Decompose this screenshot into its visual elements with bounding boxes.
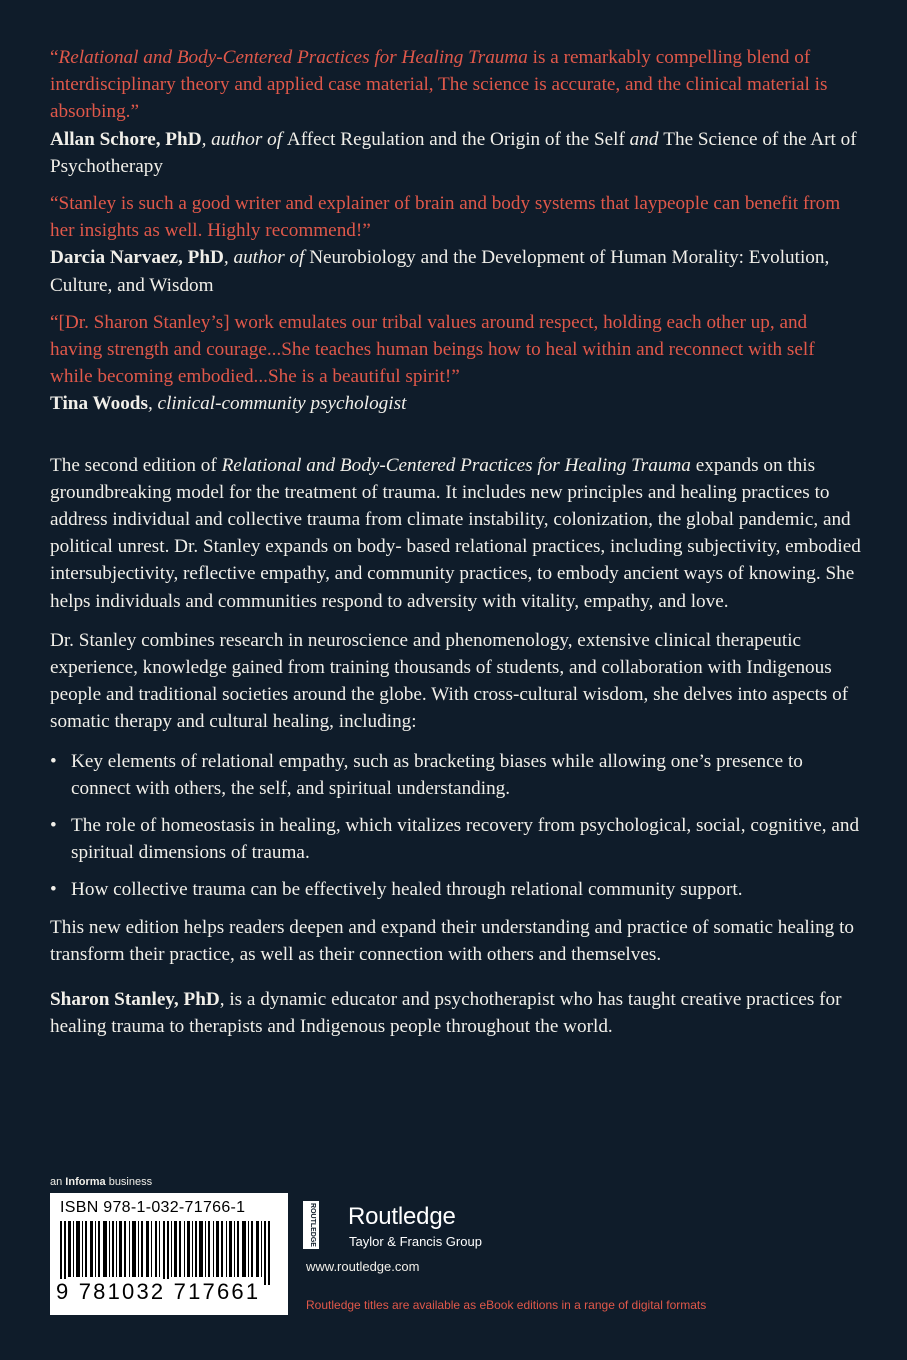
publisher-group: Taylor & Francis Group <box>349 1234 482 1249</box>
bullet-icon: • <box>50 879 57 901</box>
isbn-barcode <box>50 1193 288 1315</box>
description-paragraph-2: Dr. Stanley combines research in neuroscience and phenomenology, extensive clinical therapeutic experience, knowledge gained from training thousands of students, and collaboration with Indigenous people and traditional societies around the globe. With cross-cultural wisdom, she delves into aspects of somatic therapy and cultural healing, including: <box>50 629 849 733</box>
logo-wordmark: ROUTLEDGE <box>309 1203 316 1247</box>
book-title: Relational and Body-Centered Practices for Healing Trauma <box>221 454 691 476</box>
endorsement-1 <box>50 44 862 180</box>
endorsement-attribution: Allan Schore, PhD, author of Affect Regulation and the Origin of the Self and The Science of the Art of Psychotherapy <box>50 128 857 177</box>
endorsement-quote: “Stanley is such a good writer and explainer of brain and body systems that laypeople can benefit from her insights as well. Highly recommend!” <box>50 193 841 242</box>
description-paragraph-3: This new edition helps readers deepen and expand their understanding and practice of somatic healing to transform their practice, as well as their connection with others and themselves. <box>50 916 855 965</box>
routledge-logo-icon <box>303 1201 343 1251</box>
barcode-icon <box>60 1221 274 1285</box>
endorsement-quote: “Relational and Body-Centered Practices for Healing Trauma is a remarkably compelling blend of interdisciplinary theory and applied case material, The science is accurate, and the clinical material is absorbing.” <box>50 47 828 123</box>
endorser-name: Allan Schore, PhD <box>50 128 202 150</box>
author-bio: Sharon Stanley, PhD, is a dynamic educator and psychotherapist who has taught creative practices for healing trauma to therapists and Indigenous people throughout the world. <box>50 989 842 1038</box>
description-paragraph-1: The second edition of Relational and Body-Centered Practices for Healing Trauma expands on this groundbreaking model for the treatment of trauma. It includes new principles and healing practices to address individual and collective trauma from climate instability, colonization, the global pandemic, and political unrest. Dr. Stanley expands on body- based relational practices, including subjectivity, embodied intersubjectivity, reflective empathy, and community practices, to embody ancient ways of knowing. She helps individuals and communities respond to adversity with vitality, empathy, and love. <box>50 454 861 612</box>
publisher-url: www.routledge.com <box>306 1259 420 1274</box>
endorsement-attribution: Darcia Narvaez, PhD, author of Neurobiology and the Development of Human Morality: Evolution, Culture, and Wisdom <box>50 247 830 296</box>
back-cover-text <box>50 44 862 1041</box>
list-item: • How collective trauma can be effectively healed through relational community support. <box>50 876 862 903</box>
endorsement-attribution: Tina Woods, clinical-community psychologist <box>50 393 407 415</box>
book-title: Relational and Body-Centered Practices for Healing Trauma <box>58 47 528 68</box>
ebook-note: Routledge titles are available as eBook editions in a range of digital formats <box>306 1298 707 1312</box>
endorser-name: Darcia Narvaez, PhD <box>50 247 224 269</box>
publisher-name: Routledge <box>348 1203 456 1230</box>
barcode-digits: 9 781032 717661 <box>56 1279 261 1304</box>
isbn-label: ISBN 978-1-032-71766-1 <box>60 1199 246 1216</box>
endorsement-quote: “[Dr. Sharon Stanley’s] work emulates our tribal values around respect, holding each other up, and having strength and courage...She teaches human beings how to heal within and reconnect with self while becoming embodied...She is a beautiful spirit!” <box>50 311 815 388</box>
bullet-icon: • <box>50 815 57 837</box>
author-name: Sharon Stanley, PhD <box>50 989 220 1011</box>
endorsement-2 <box>50 190 862 299</box>
list-item: • Key elements of relational empathy, such as bracketing biases while allowing one’s presence to connect with others, the self, and spiritual understanding. <box>50 748 862 802</box>
feature-list <box>50 748 862 904</box>
informa-business-label: an Informa business <box>50 1176 153 1188</box>
list-item: • The role of homeostasis in healing, which vitalizes recovery from psychological, social, cognitive, and spiritual dimensions of trauma. <box>50 812 862 866</box>
endorser-name: Tina Woods <box>50 393 148 415</box>
endorsement-3 <box>50 309 862 418</box>
bullet-icon: • <box>50 750 57 772</box>
